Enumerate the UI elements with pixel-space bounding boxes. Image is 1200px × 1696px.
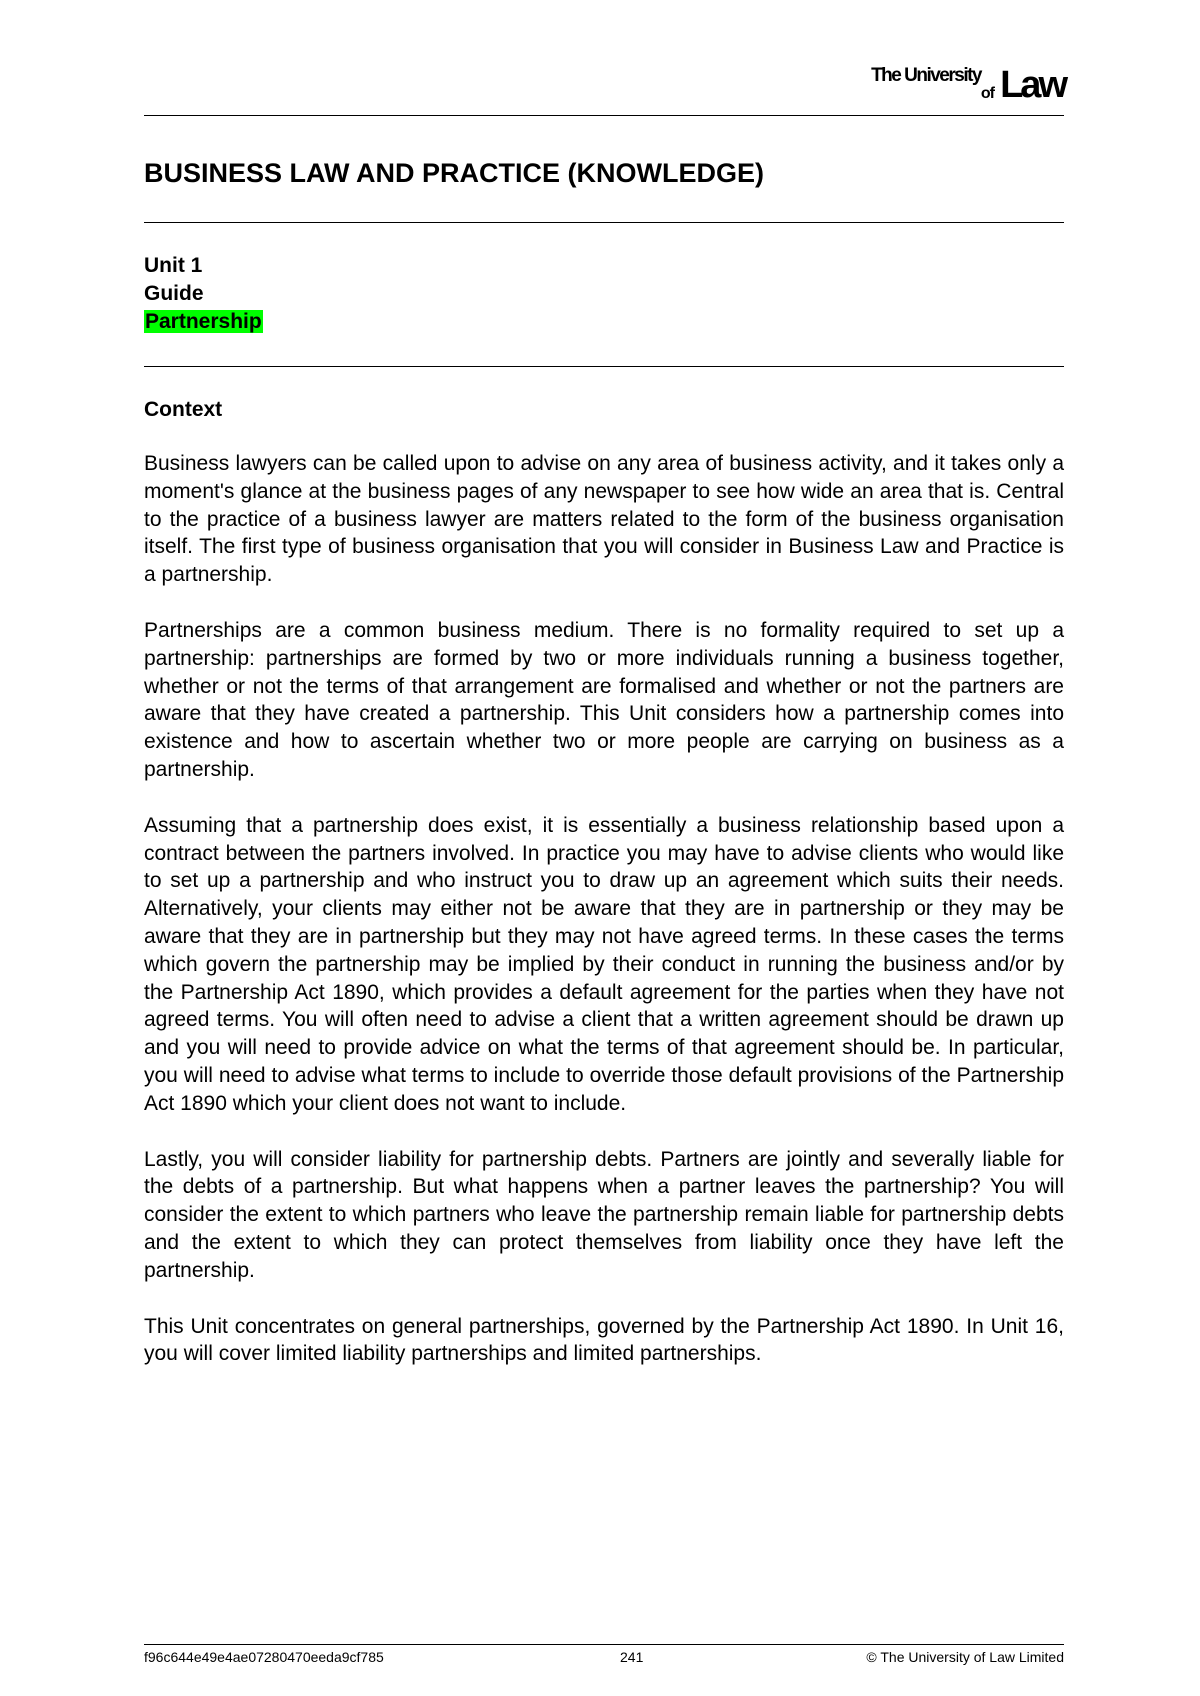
university-of-law-logo: [865, 66, 1065, 106]
topic-label: Partnership: [145, 310, 262, 333]
guide-label: Guide: [144, 282, 204, 305]
context-paragraph: This Unit concentrates on general partnerships, governed by the Partnership Act 1890. In Unit 16, you will cover limited liability partnerships and limited partnerships.: [144, 1314, 1064, 1366]
unit-label: Unit 1: [144, 254, 203, 277]
context-heading: Context: [144, 398, 223, 421]
context-paragraph: Business lawyers can be called upon to advise on any area of business activity, and it takes only a moment's glance at the business pages of any newspaper to see how wide an area that is. Central to the practice of a business lawyer are matters related to the form of the business organisation itself. The first type of business organisation that you will consider in Business Law and Practice is a partnership.: [144, 452, 1064, 587]
context-body: [144, 450, 1064, 1396]
context-paragraph: Assuming that a partnership does exist, it is essentially a business relationship based upon a contract between the partners involved. In practice you may have to advise clients who would like to set up a partnership and who instruct you to draw up an agreement which suits their needs. Alternatively, your clients may either not be aware that they are in partnership or they may be aware that they are in partnership but they may not have agreed terms. In these cases the terms which govern the partnership may be implied by their conduct in running the business and/or by the Partnership Act 1890, which provides a default agreement for the parties when they have not agreed terms. You will often need to advise a client that a written agreement should be drawn up and you will need to provide advice on what the terms of that agreement should be. In particular, you will need to advise what terms to include to override those default provisions of the Partnership Act 1890 which your client does not want to include.: [144, 813, 1064, 1115]
footer-rule: [144, 1644, 1064, 1645]
unit-rule: [144, 366, 1064, 367]
unit-info: [144, 252, 263, 336]
context-paragraph: Lastly, you will consider liability for partnership debts. Partners are jointly and severally liable for the debts of a partnership. But what happens when a partner leaves the partnership? You will consider the extent to which partners who leave the partnership remain liable for partnership debts and the extent to which they can protect themselves from liability once they have left the partnership.: [144, 1147, 1064, 1282]
footer-page-number: 241: [620, 1649, 644, 1665]
context-paragraph: Partnerships are a common business medium. There is no formality required to set up a partnership: partnerships are formed by two or more individuals running a business together, whether or not the terms of that arrangement are formalised and whether or not the partners are aware that they have created a partnership. This Unit considers how a partnership comes into existence and how to ascertain whether two or more people are carrying on business as a partnership.: [144, 618, 1064, 781]
title-rule: [144, 222, 1064, 223]
logo-line-university: The University: [871, 65, 981, 86]
footer-doc-id: f96c644e49e4ae07280470eeda9cf785: [144, 1649, 384, 1665]
logo-line-law: Law: [1000, 64, 1065, 106]
logo-line-of: of: [980, 85, 994, 102]
footer-copyright: © The University of Law Limited: [866, 1649, 1064, 1665]
document-title: BUSINESS LAW AND PRACTICE (KNOWLEDGE): [144, 158, 764, 188]
header-rule: [144, 115, 1064, 116]
